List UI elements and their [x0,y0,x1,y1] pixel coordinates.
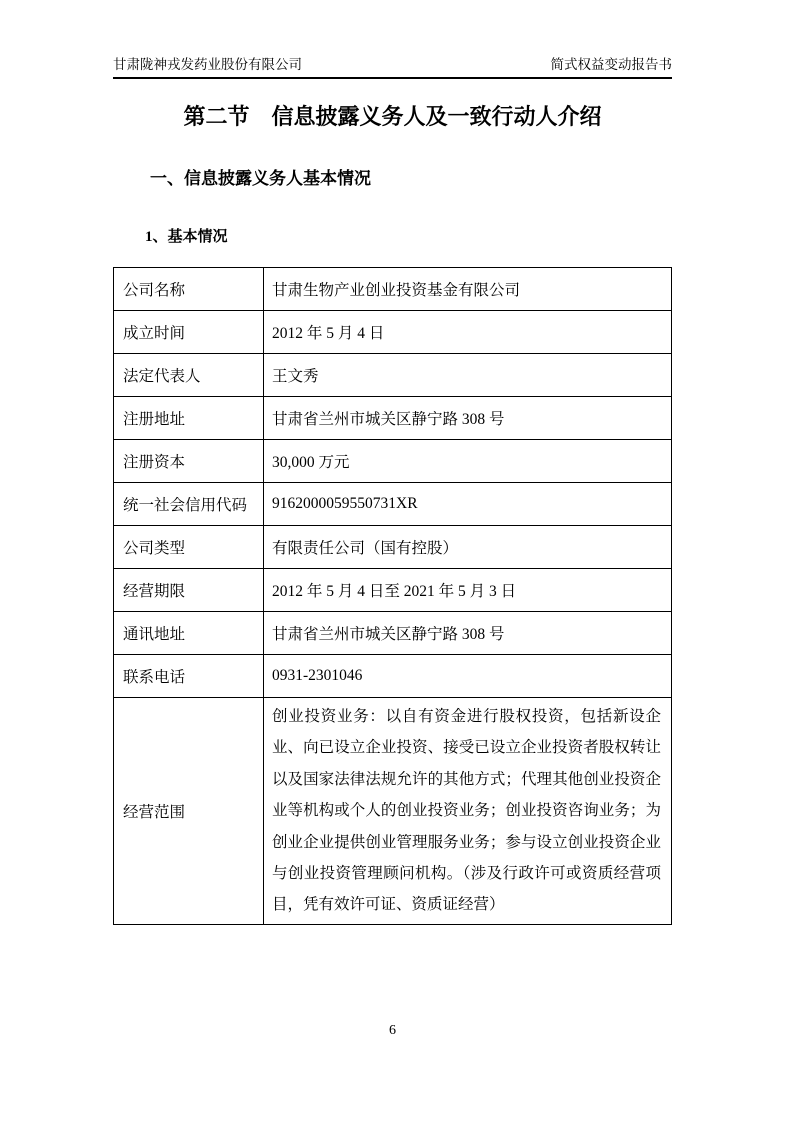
table-row [114,268,672,311]
row-value: 0931-2301046 [264,655,672,698]
row-value: 甘肃省兰州市城关区静宁路 308 号 [264,397,672,440]
row-label: 统一社会信用代码 [114,483,264,526]
header-company-name: 甘肃陇神戎发药业股份有限公司 [113,57,302,72]
table-row [114,612,672,655]
row-value: 有限责任公司（国有控股） [264,526,672,569]
chapter-title: 第二节 信息披露义务人及一致行动人介绍 [183,104,602,129]
row-label: 经营范围 [114,698,264,925]
table-row [114,311,672,354]
table-row [114,526,672,569]
subsection-heading: 1、基本情况 [145,229,228,245]
section-heading: 一、信息披露义务人基本情况 [150,169,371,188]
row-value: 2012 年 5 月 4 日 [264,311,672,354]
row-value: 9162000059550731XR [264,483,672,526]
row-value: 甘肃省兰州市城关区静宁路 308 号 [264,612,672,655]
basic-info-table [113,267,672,925]
row-value: 甘肃生物产业创业投资基金有限公司 [264,268,672,311]
row-label: 法定代表人 [114,354,264,397]
row-label: 公司类型 [114,526,264,569]
table-row [114,440,672,483]
table-row [114,354,672,397]
basic-info-table-body [114,268,672,925]
row-value: 2012 年 5 月 4 日至 2021 年 5 月 3 日 [264,569,672,612]
row-value: 王文秀 [264,354,672,397]
row-label: 经营期限 [114,569,264,612]
table-row [114,698,672,925]
header-report-title: 简式权益变动报告书 [550,57,672,72]
page-header [113,56,672,79]
page-number: 6 [389,1022,396,1038]
row-label: 注册地址 [114,397,264,440]
row-label: 联系电话 [114,655,264,698]
row-label: 通讯地址 [114,612,264,655]
table-row [114,397,672,440]
row-label: 公司名称 [114,268,264,311]
row-value: 30,000 万元 [264,440,672,483]
row-label: 成立时间 [114,311,264,354]
table-row [114,483,672,526]
row-value: 创业投资业务：以自有资金进行股权投资，包括新设企业、向已设立企业投资、接受已设立企业投资者股权转让以及国家法律法规允许的其他方式；代理其他创业投资企业等机构或个人的创业投资业务；创业投资咨询业务；为创业企业提供创业管理服务业务；参与设立创业投资企业与创业投资管理顾问机构。（涉及行政许可或资质经营项目，凭有效许可证、资质证经营） [264,698,672,925]
table-row [114,569,672,612]
table-row [114,655,672,698]
row-label: 注册资本 [114,440,264,483]
